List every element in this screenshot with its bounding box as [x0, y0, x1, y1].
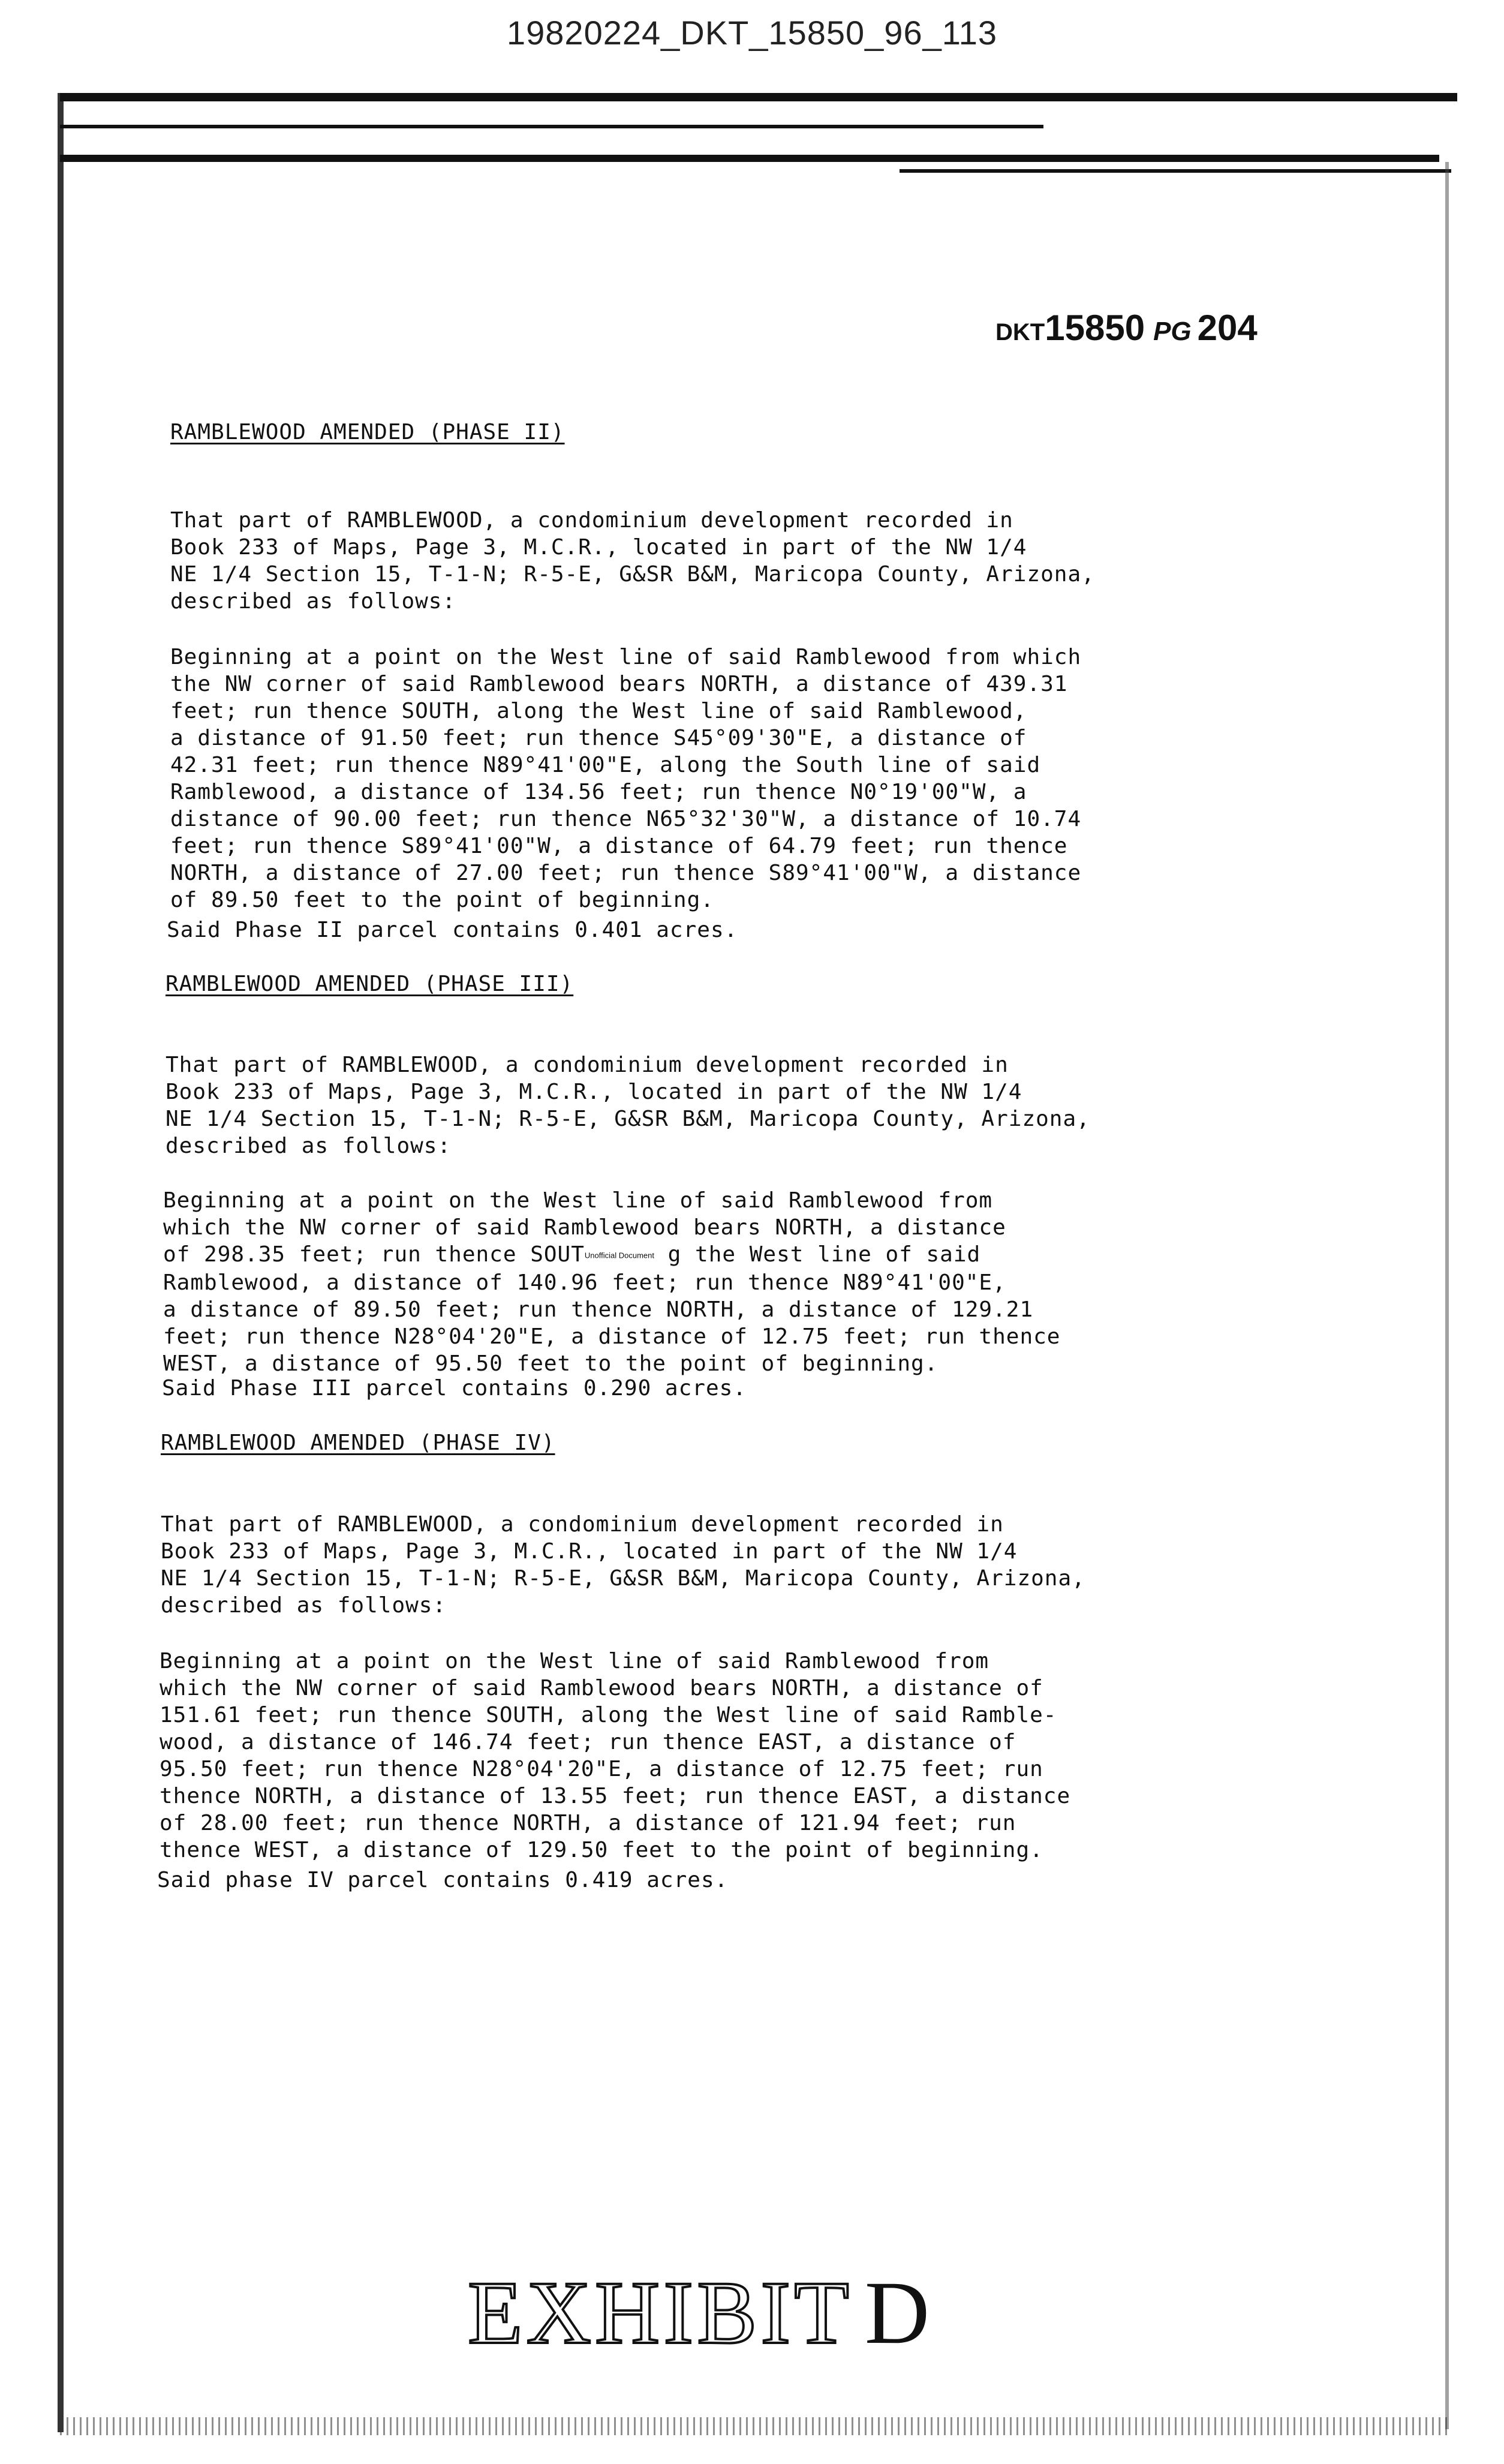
text-line: NE 1/4 Section 15, T-1-N; R-5-E, G&SR B&M, Maricopa County, Arizona,: [166, 1107, 1090, 1131]
docket-prefix: DKT: [995, 319, 1045, 345]
text-line: NE 1/4 Section 15, T-1-N; R-5-E, G&SR B&M, Maricopa County, Arizona,: [161, 1566, 1085, 1591]
scan-edge-bottom: [60, 2417, 1451, 2435]
text-line: a distance of 91.50 feet; run thence S45°09'30"E, a distance of: [170, 726, 1027, 750]
text-line: thence NORTH, a distance of 13.55 feet; run thence EAST, a distance: [160, 1784, 1071, 1808]
phase-ii-acreage: Said Phase II parcel contains 0.401 acres.: [167, 918, 738, 942]
scan-border-top: [60, 93, 1457, 101]
text-line: NE 1/4 Section 15, T-1-N; R-5-E, G&SR B&M, Maricopa County, Arizona,: [170, 562, 1095, 587]
text-line: Beginning at a point on the West line of said Ramblewood from: [160, 1649, 989, 1673]
text-line: Beginning at a point on the West line of said Ramblewood from which: [170, 645, 1082, 669]
exhibit-letter: D: [864, 2263, 934, 2363]
text-line: described as follows:: [166, 1134, 452, 1158]
text-line: of 89.50 feet to the point of beginning.: [170, 888, 714, 912]
page-number: 204: [1197, 308, 1258, 348]
scan-border-line-2: [60, 155, 1439, 162]
text-line: described as follows:: [170, 589, 456, 614]
scan-border-line-3: [900, 169, 1451, 173]
text-line: of 28.00 feet; run thence NORTH, a distance of 121.94 feet; run: [160, 1811, 1016, 1835]
scan-edge-left: [58, 93, 64, 2432]
scan-border-line: [60, 125, 1043, 128]
text-line: Book 233 of Maps, Page 3, M.C.R., located in part of the NW 1/4: [161, 1539, 1018, 1564]
text-line: 151.61 feet; run thence SOUTH, along the West line of said Ramble-: [160, 1703, 1057, 1727]
exhibit-word: EXHIBIT: [468, 2263, 853, 2363]
text-line: the NW corner of said Ramblewood bears NORTH, a distance of 439.31: [170, 672, 1068, 696]
text-line: which the NW corner of said Ramblewood bears NORTH, a distance: [163, 1215, 1006, 1240]
phase-iii-description: [163, 1160, 1060, 1404]
phase-iii-heading: RAMBLEWOOD AMENDED (PHASE III): [166, 972, 574, 996]
docket-stamp: [995, 307, 1258, 348]
text-line: wood, a distance of 146.74 feet; run thence EAST, a distance of: [160, 1730, 1016, 1754]
unofficial-document-stamp: Unofficial Document: [584, 1251, 654, 1260]
document-id: 19820224_DKT_15850_96_113: [506, 14, 998, 52]
text-line: 42.31 feet; run thence N89°41'00"E, along the South line of said: [170, 753, 1041, 777]
phase-iii-acreage: Said Phase III parcel contains 0.290 acres.: [162, 1376, 747, 1401]
text-line: feet; run thence SOUTH, along the West line of said Ramblewood,: [170, 699, 1027, 723]
text-line: which the NW corner of said Ramblewood bears NORTH, a distance of: [160, 1676, 1043, 1700]
text-line: That part of RAMBLEWOOD, a condominium development recorded in: [166, 1053, 1009, 1077]
phase-iv-heading: RAMBLEWOOD AMENDED (PHASE IV): [161, 1431, 555, 1455]
text-line: 95.50 feet; run thence N28°04'20"E, a distance of 12.75 feet; run: [160, 1757, 1043, 1781]
text-line: Beginning at a point on the West line of said Ramblewood from: [163, 1188, 993, 1213]
text-line: distance of 90.00 feet; run thence N65°32'30"W, a distance of 10.74: [170, 807, 1082, 831]
text-line: [163, 1241, 1060, 1269]
scan-edge-right: [1445, 162, 1449, 2429]
text-line: feet; run thence N28°04'20"E, a distance of 12.75 feet; run thence: [163, 1324, 1061, 1349]
text-line: That part of RAMBLEWOOD, a condominium development recorded in: [161, 1512, 1004, 1537]
page-label: PG: [1153, 317, 1192, 346]
phase-iv-description: [160, 1621, 1070, 1891]
text-fragment: of 298.35 feet; run thence SOUT: [163, 1242, 585, 1267]
text-line: described as follows:: [161, 1593, 447, 1618]
phase-iv-acreage: Said phase IV parcel contains 0.419 acres.: [157, 1868, 729, 1892]
text-line: Ramblewood, a distance of 134.56 feet; run thence N0°19'00"W, a: [170, 780, 1027, 804]
text-line: WEST, a distance of 95.50 feet to the point of beginning.: [163, 1351, 939, 1376]
phase-ii-description: [170, 617, 1081, 940]
text-line: thence WEST, a distance of 129.50 feet to the point of beginning.: [160, 1838, 1043, 1862]
text-fragment: g the West line of said: [667, 1242, 981, 1267]
phase-ii-heading: RAMBLEWOOD AMENDED (PHASE II): [170, 420, 565, 444]
text-line: feet; run thence S89°41'00"W, a distance of 64.79 feet; run thence: [170, 834, 1068, 858]
text-line: Ramblewood, a distance of 140.96 feet; run thence N89°41'00"E,: [163, 1270, 1006, 1295]
text-line: NORTH, a distance of 27.00 feet; run thence S89°41'00"W, a distance: [170, 861, 1082, 885]
text-line: Book 233 of Maps, Page 3, M.C.R., located in part of the NW 1/4: [166, 1080, 1022, 1104]
text-line: That part of RAMBLEWOOD, a condominium development recorded in: [170, 508, 1013, 533]
exhibit-label: [468, 2261, 933, 2364]
text-line: a distance of 89.50 feet; run thence NORTH, a distance of 129.21: [163, 1297, 1034, 1322]
docket-number: 15850: [1045, 308, 1145, 348]
text-line: Book 233 of Maps, Page 3, M.C.R., located in part of the NW 1/4: [170, 535, 1027, 560]
